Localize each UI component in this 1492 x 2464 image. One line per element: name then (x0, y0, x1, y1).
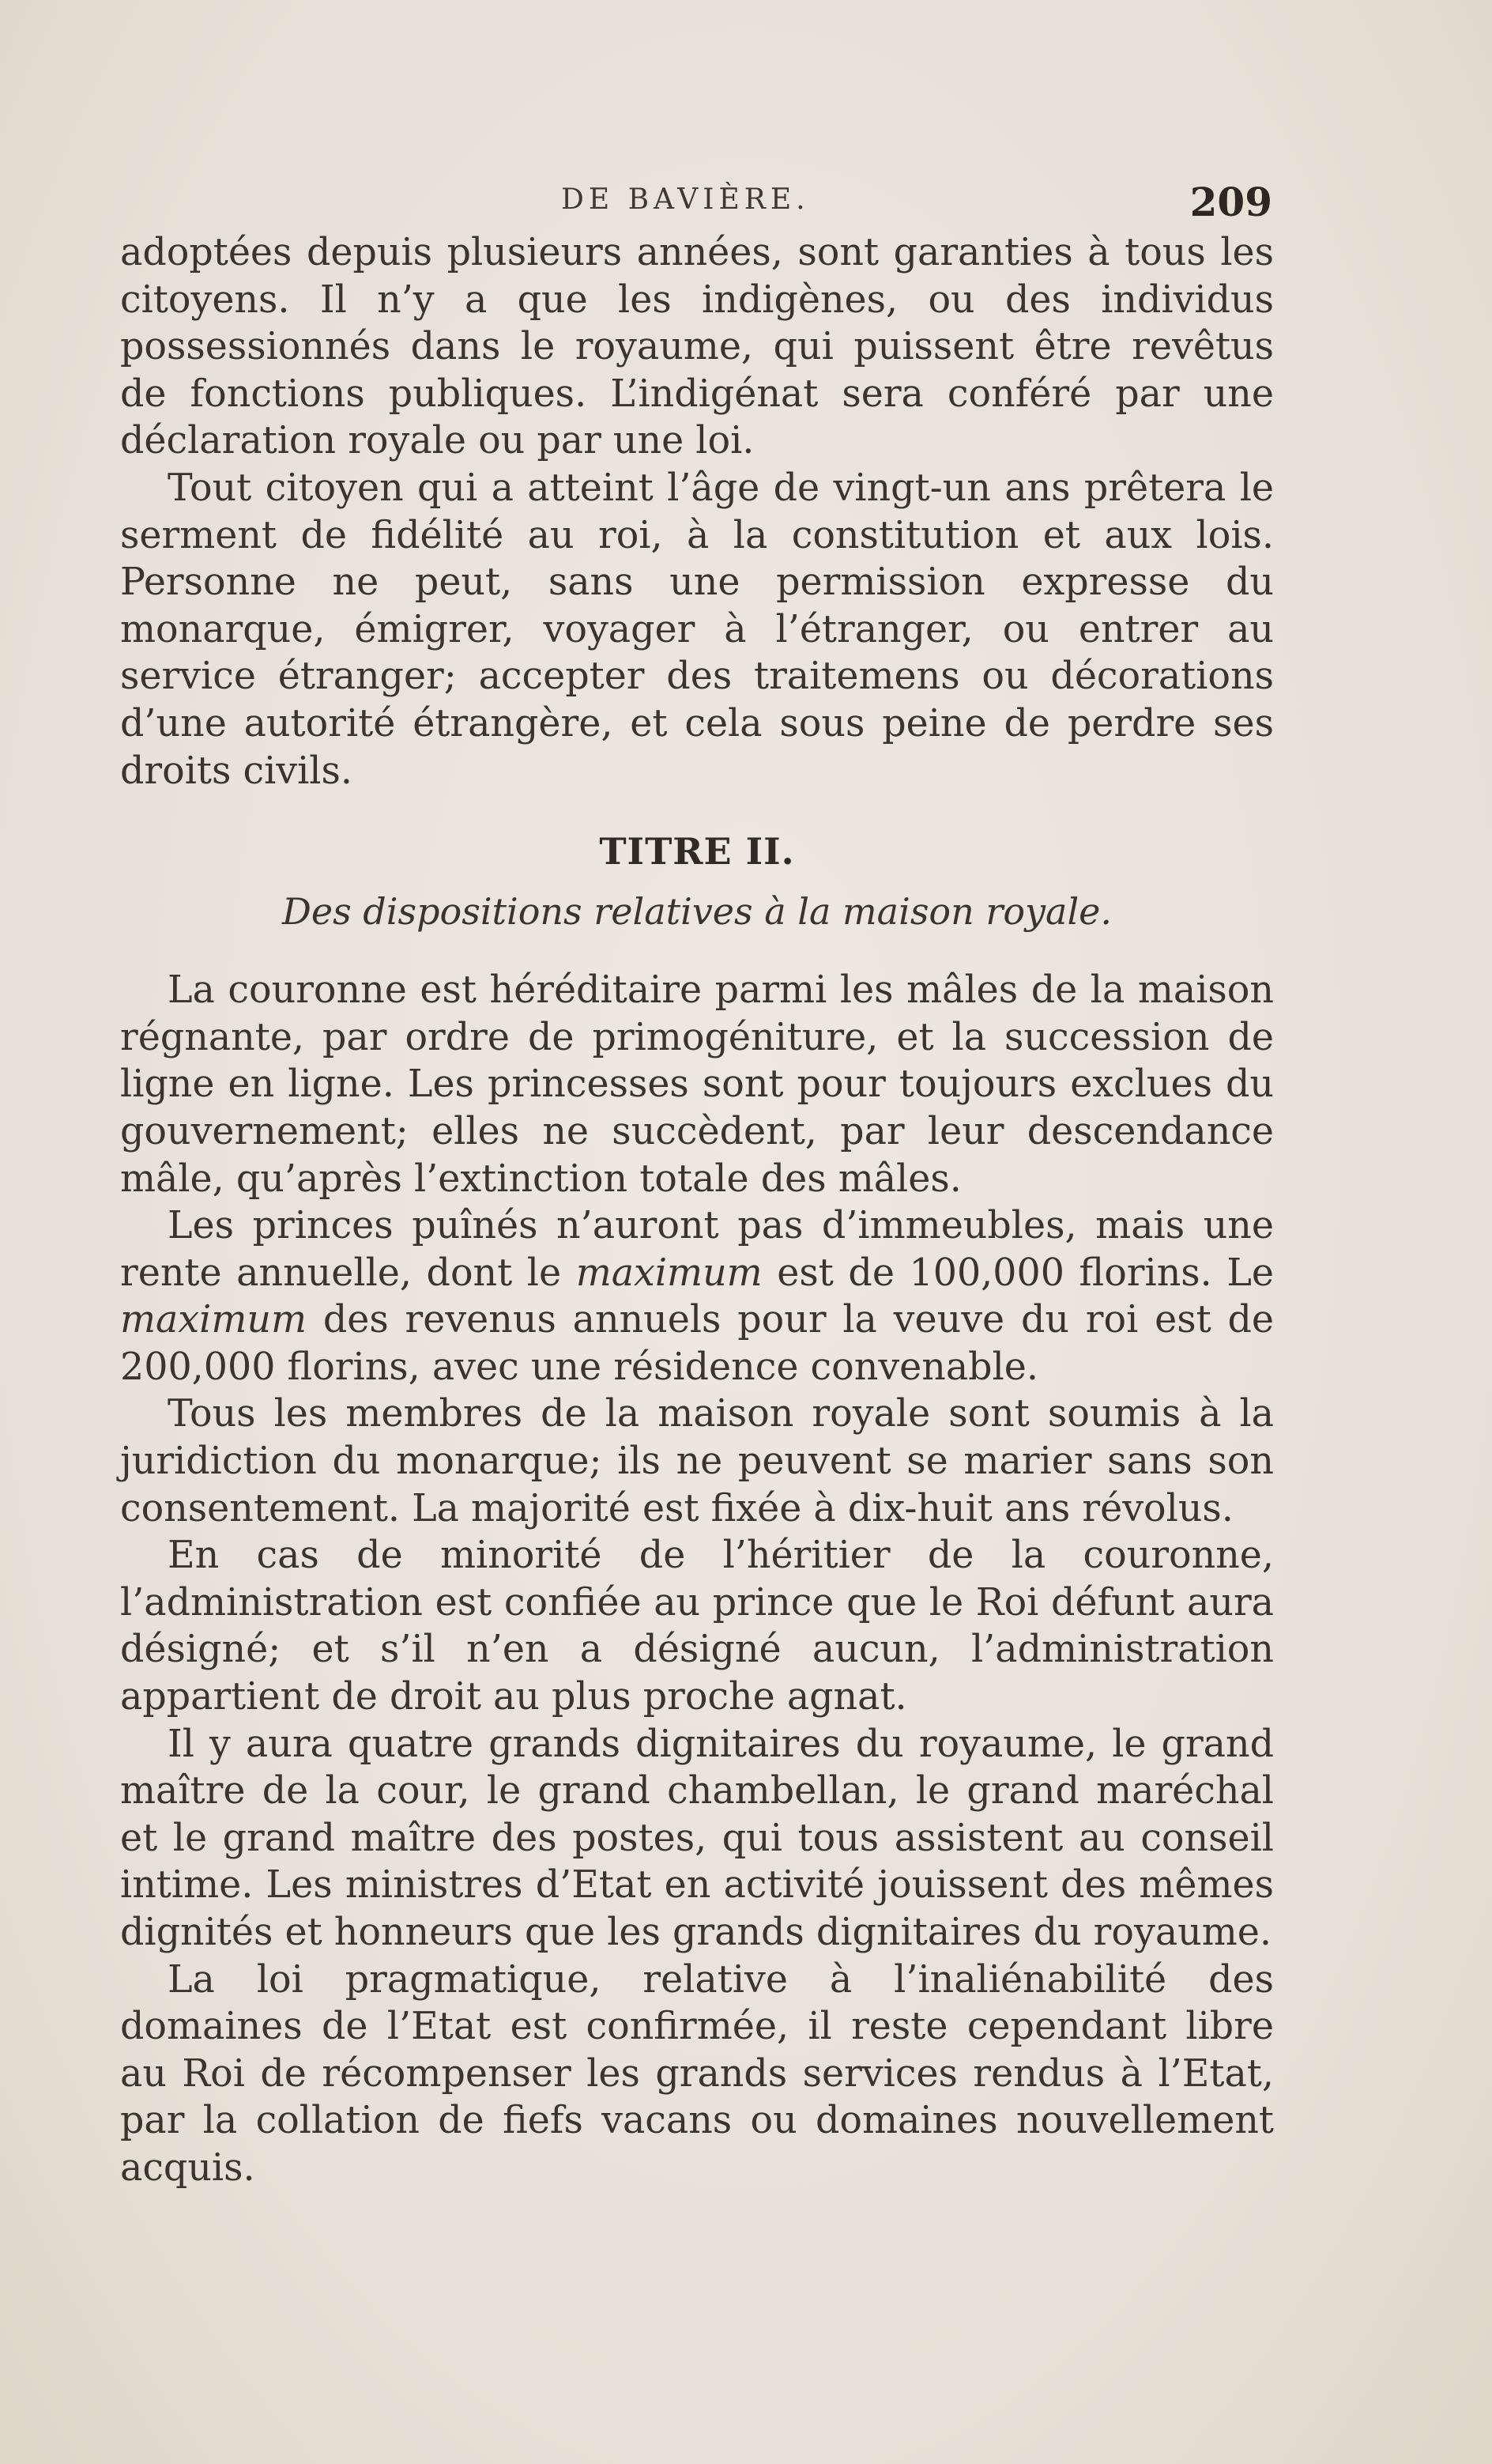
paragraph-members: Tous les membres de la maison royale sont soumis à la juridiction du monarque; ils ne peuvent se marier sans son consentement. La majorité est fixée à dix-huit ans révolus. (120, 1392, 1274, 1530)
section-subtitle: Des dispositions relatives à la maison royale. (281, 890, 1113, 934)
body-text (120, 229, 1274, 2192)
text-run: Les princes puînés n’auront pas d’immeubles, mais une rente annuelle, dont le (120, 1204, 1274, 1295)
page-header (119, 179, 1272, 234)
running-head: DE BAVIÈRE. (561, 183, 810, 216)
paragraph-princes (120, 1202, 1274, 1390)
paragraph-dignitaries: Il y aura quatre grands dignitaires du royaume, le grand maître de la cour, le grand chambellan, le grand maréchal et le grand maître des postes, qui tous assistent au conseil intime. Les ministres d’Etat en activité jouissent des mêmes dignités et honneurs que les grands dignitaires du royaume. (120, 1722, 1274, 1954)
section-title: TITRE II. (599, 830, 795, 874)
paragraph-continuation: adoptées depuis plusieurs années, sont garanties à tous les citoyens. Il n’y a que les indigènes, ou des individus possessionnés dans le royaume, qui puissent être revêtus de fonctions publiques. L’indigénat sera conféré par une déclaration royale ou par une loi. (120, 231, 1274, 463)
emphasis-maximum: maximum (575, 1251, 763, 1295)
paragraph-succession: La couronne est héréditaire parmi les mâles de la maison régnante, par ordre de primogéniture, et la succession de ligne en ligne. Les princesses sont pour toujours exclues du gouvernement; elles ne succèdent, par leur descendance mâle, qu’après l’extinction totale des mâles. (120, 968, 1274, 1201)
paragraph-minority: En cas de minorité de l’héritier de la couronne, l’administration est confiée au prince que le Roi défunt aura désigné; et s’il n’en a désigné aucun, l’administration appartient de droit au plus proche agnat. (120, 1534, 1274, 1719)
paragraph-oath: Tout citoyen qui a atteint l’âge de vingt-un ans prêtera le serment de fidélité au roi, à la constitution et aux lois. Personne ne peut, sans une permission expresse du monarque, émigrer, voyager à l’étranger, ou entrer au service étranger; accepter des traitemens ou décorations d’une autorité étrangère, et cela sous peine de perdre ses droits civils. (120, 466, 1274, 793)
emphasis-maximum: maximum (120, 1298, 307, 1342)
text-run: des revenus annuels pour la veuve du roi est de 200,000 florins, avec une résidence convenable. (120, 1298, 1274, 1389)
page-number: 209 (1189, 179, 1272, 225)
paragraph-pragmatic-law: La loi pragmatique, relative à l’inaliénabilité des domaines de l’Etat est confirmée, il reste cependant libre au Roi de récompenser les grands services rendus à l’Etat, par la collation de fiefs vacans ou domaines nouvellement acquis. (120, 1957, 1274, 2190)
text-run: est de 100,000 florins. Le (762, 1251, 1274, 1295)
